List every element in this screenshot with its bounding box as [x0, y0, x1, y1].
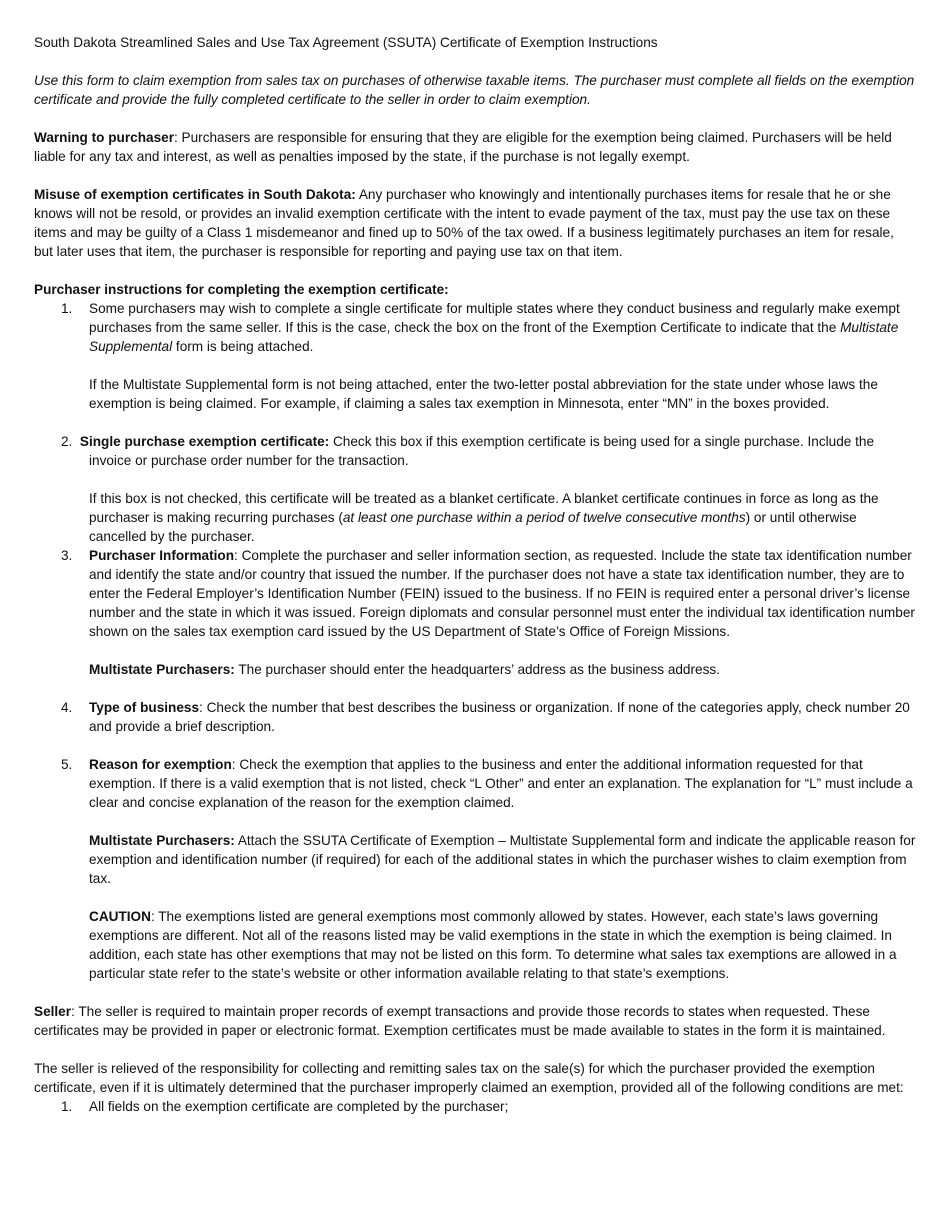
list-item-paragraph: If this box is not checked, this certificate will be treated as a blanket certificate. A blanket certificate continues in force as long as the purchaser is making recurring purchases (at least one purchase within a period of twelve consecutive months) or until otherwise cancelled by the purchaser. — [89, 491, 879, 544]
intro-text: Use this form to claim exemption from sales tax on purchases of otherwise taxable items. The purchaser must complete all fields on the exemption certificate and provide the fully completed certificate to the seller in order to claim exemption. — [34, 73, 915, 107]
list-item-label: Reason for exemption — [89, 757, 232, 772]
list-item-label: Type of business — [89, 700, 200, 715]
list-item-label: Purchaser Information — [89, 548, 235, 563]
list-item-1 — [34, 299, 916, 413]
list-item-text: All fields on the exemption certificate are completed by the purchaser; — [89, 1099, 509, 1114]
warning-text: : Purchasers are responsible for ensuring that they are eligible for the exemption being claimed. Purchasers will be held liable for any tax and interest, as well as penalties imposed by the state, if the purchase is not legally exempt. — [34, 130, 892, 164]
misuse-label: Misuse of exemption certificates in South Dakota: — [34, 187, 356, 202]
list-item-5 — [34, 755, 916, 983]
multistate-note: Multistate Purchasers: Attach the SSUTA Certificate of Exemption – Multistate Supplemental form and indicate the applicable reason for exemption and identification number (if required) for each of the additional states in which the purchaser wishes to claim exemption from tax. — [89, 833, 916, 886]
seller-paragraph: Seller: The seller is required to maintain proper records of exempt transactions and provide those records to states when requested. These certificates may be provided in paper or electronic format. Exemption certificates must be made available to states in the form it is maintained. — [34, 1004, 886, 1038]
warning-label: Warning to purchaser — [34, 130, 174, 145]
list-item-text: Some purchasers may wish to complete a single certificate for multiple states where they conduct business and regularly make exempt purchases from the same seller. If this is the case, check the box on the front of the Exemption Certificate to indicate that the Multistate Supplemental form is being attached. — [89, 301, 900, 354]
multistate-note: Multistate Purchasers: The purchaser should enter the headquarters’ address as the business address. — [89, 662, 720, 677]
list-item-number: 4. — [61, 700, 73, 715]
purchaser-heading: Purchaser instructions for completing the exemption certificate: — [34, 282, 449, 297]
list-item-number: 1. — [61, 301, 73, 316]
list-item-number: 2. — [61, 434, 73, 449]
list-item-3 — [34, 546, 916, 679]
misuse-paragraph — [34, 185, 916, 261]
list-item-text: Type of business: Check the number that best describes the business or organization. If none of the categories apply, check number 20 and provide a brief description. — [89, 700, 910, 734]
list-item-number: 5. — [61, 757, 73, 772]
list-item-text: Purchaser Information: Complete the purchaser and seller information section, as requested. Include the state tax identification number and identify the state and/or country that issued the number. If the purchaser does not have a state tax identification number, they are to enter the Federal Employer’s Identification Number (FEIN) issued to the business. If no FEIN is required enter a personal driver’s license number and the state in which it was issued. Foreign diplomats and consular personnel must enter the individual tax identification number shown on the sales tax exemption card issued by the US Department of State’s Office of Foreign Missions. — [89, 548, 915, 639]
list-item-paragraph: If the Multistate Supplemental form is not being attached, enter the two-letter postal abbreviation for the state under whose laws the exemption is being claimed. For example, if claiming a sales tax exemption in Minnesota, enter “MN” in the boxes provided. — [89, 377, 878, 411]
list-item-number: 3. — [61, 548, 73, 563]
caution-note: CAUTION: The exemptions listed are general exemptions most commonly allowed by states. However, each state’s laws governing exemptions are different. Not all of the reasons listed may be valid exemptions in the state in which the exemption is being claimed. In addition, each state has other exemptions that may not be listed on this form. To determine what sales tax exemptions are allowed in a particular state refer to the state’s website or other information available relating to that state’s exemptions. — [89, 909, 897, 981]
warning-paragraph — [34, 128, 916, 166]
list-item-number: 1. — [61, 1099, 73, 1114]
list-item-2 — [34, 432, 916, 546]
intro-paragraph — [34, 71, 916, 109]
seller-relief-paragraph: The seller is relieved of the responsibility for collecting and remitting sales tax on the sale(s) for which the purchaser provided the exemption certificate, even if it is ultimately determined that the purchaser improperly claimed an exemption, provided all of the following conditions are met: — [34, 1061, 904, 1095]
list-item-4 — [34, 698, 916, 736]
seller-label: Seller — [34, 1004, 72, 1019]
list-item-first-line: 2. Single purchase exemption certificate: Check this box if this exemption certificate is being used for a single purchase. Include the — [61, 434, 875, 449]
misuse-text: Any purchaser who knowingly and intentionally purchases items for resale that he or she knows will not be resold, or provides an invalid exemption certificate with the intent to evade payment of the tax, must pay the use tax on these items and may be guilty of a Class 1 misdemeanor and fined up to 50% of the tax owed. If a business legitimately purchases an item for resale, but later uses that item, the purchaser is responsible for reporting and paying use tax on that item. — [34, 187, 894, 259]
list-item-text: Reason for exemption: Check the exemption that applies to the business and enter the additional information requested for that exemption. If there is a valid exemption that is not listed, check “L Other” and enter an explanation. The explanation for “L” must include a clear and concise explanation of the reason for the exemption claimed. — [89, 757, 913, 810]
page-title: South Dakota Streamlined Sales and Use Tax Agreement (SSUTA) Certificate of Exemption Instructions — [34, 35, 658, 50]
list-item-label: Single purchase exemption certificate: — [79, 434, 330, 449]
condition-item-1 — [34, 1097, 916, 1116]
list-item-text: invoice or purchase order number for the transaction. — [89, 453, 409, 468]
